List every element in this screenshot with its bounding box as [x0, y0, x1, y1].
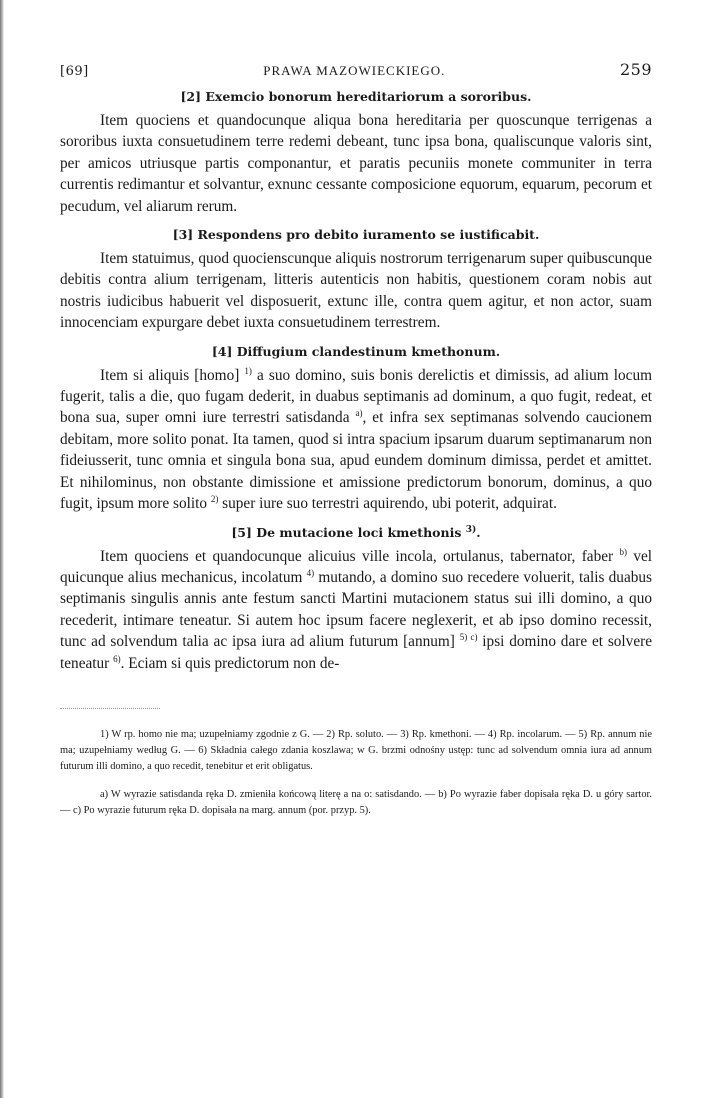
page-reference: [69]: [60, 64, 89, 79]
section-text: [60, 365, 652, 515]
section-3: [60, 227, 652, 334]
footnote-marker: 6): [113, 653, 121, 664]
section-heading: [4] Diffugium clandestinum kmethonum.: [211, 343, 501, 359]
section-4: [60, 344, 652, 515]
footnote-marker: 4): [306, 567, 315, 578]
footnotes: [60, 727, 652, 819]
footnote-marker: b): [619, 546, 627, 557]
section-text: Item statuimus, quod quocienscunque aliquis nostrorum terrigenarum super quibuscunque debitis contra alium terrigenam, litteris autenticis non habitis, questionem coram nobis aut nostris iudicibus habuerit vel disposuerit, extunc ille, contra quem agitur, et non actor, suam innocenciam expurgare debet iuxta consuetudinem terrestrem.: [60, 250, 652, 332]
text-run: mutando, a domino suo recedere voluerit, talis duabus septimanis singulis annis ante festum sancti Martini mutacionem status sui illi domino, a quo recederit, intimare teneatur. Si autem hoc ipsum facere neglexerit, et ab ipso domino recessit, tunc ad solvendum talia ac ipsa iura ad alium futurum [annum]: [60, 568, 652, 651]
footnote-marker: 1): [244, 365, 252, 376]
footnote-divider: [60, 708, 160, 709]
section-heading: [3] Respondens pro debito iuramento se iustificabit.: [172, 227, 540, 243]
running-head: [60, 60, 652, 79]
text-run: Item si aliquis [homo]: [100, 366, 245, 384]
section-heading: [2] Exemcio bonorum hereditariorum a sororibus.: [180, 89, 532, 104]
text-run: . Eciam si quis predictorum non de-: [120, 654, 340, 672]
section-5: [60, 525, 652, 674]
text-run: super iure suo terrestri aquirendo, ubi poterit, adquirat.: [218, 495, 557, 513]
text-run: ipsi domino dare et solvere teneatur: [60, 633, 653, 672]
document-page: [60, 60, 652, 819]
running-title: PRAWA MAZOWIECKIEGO.: [263, 63, 446, 78]
heading-text: [5] De mutacione loci kmethonis: [231, 524, 466, 540]
text-run: a suo domino, suis bonis derelictis et dimissis, ad alium locum fugerit, talis a die, quo fugam dederit, in duabus septimanis ad dominum, a quo fugit, redeat, et bona sua, super omni iure terrestri satisdanda: [60, 366, 652, 427]
text-run: vel quicunque alius mechanicus, incolatum: [60, 547, 653, 586]
footnotes-letter: a) W wyrazie satisdanda ręka D. zmieniła końcową literę a na o: satisdando. — b) Po wyrazie faber dopisała ręka D. u góry sartor. — c) Po wyrazie futurum ręka D. dopisała na marg. annum (por. przyp. 5).: [60, 788, 652, 816]
footnotes-numeric: 1) W rp. homo nie ma; uzupełniamy zgodnie z G. — 2) Rp. soluto. — 3) Rp. kmethoni. — 4) Rp. incolarum. — 5) Rp. annum nie ma; uzupełniamy według G. — 6) Składnia całego zdania koszlawa; w G. brzmi odnośny ustęp: tunc ad solvendum omnia iura ad annum futurum illi domino, a quo recedit, tenebitur et erit obligatus.: [60, 728, 652, 772]
footnote-marker: 3): [465, 524, 477, 535]
footnote-marker: a): [355, 408, 363, 419]
footnote-marker: 2): [210, 494, 219, 504]
text-run: , et infra sex septimanas solvendo caucionem debitam, more solito ponat. Ita tamen, quod si intra spacium ipsarum duarum septimanarum non fideiusserit, tunc omnia et singula bona sua, apud eundem dominum dimissa, perdet et amittet. Et nihilominus, non obstante dimissione et amissione predictorum bonorum, dominus, a quo fugit, ipsum more solito: [60, 409, 652, 513]
page-spine-shadow: [0, 0, 4, 1098]
section-text: [60, 546, 652, 674]
section-heading: [5] De mutacione loci kmethonis $^{3)}$.: [231, 524, 481, 540]
section-2: [60, 89, 652, 217]
page-number: 259: [619, 60, 652, 79]
text-run: Item quociens et quandocunque alicuius ville incola, ortulanus, tabernator, faber: [100, 547, 620, 565]
section-text: Item quociens et quandocunque aliqua bona hereditaria per quoscunque terrigenas a sororibus iuxta consuetudinem terre redemi debeant, tunc ipsa bona, qualiscunque valoris sint, per amicos utriusque partis componantur, et paratis pecuniis monete communiter in terra currentis redimantur et solvantur, exnunc cessante composicione equorum, equarum, pecorum et pecudum, vel aliarum rerum.: [60, 112, 652, 215]
footnote-marker: 5) c): [459, 632, 478, 643]
